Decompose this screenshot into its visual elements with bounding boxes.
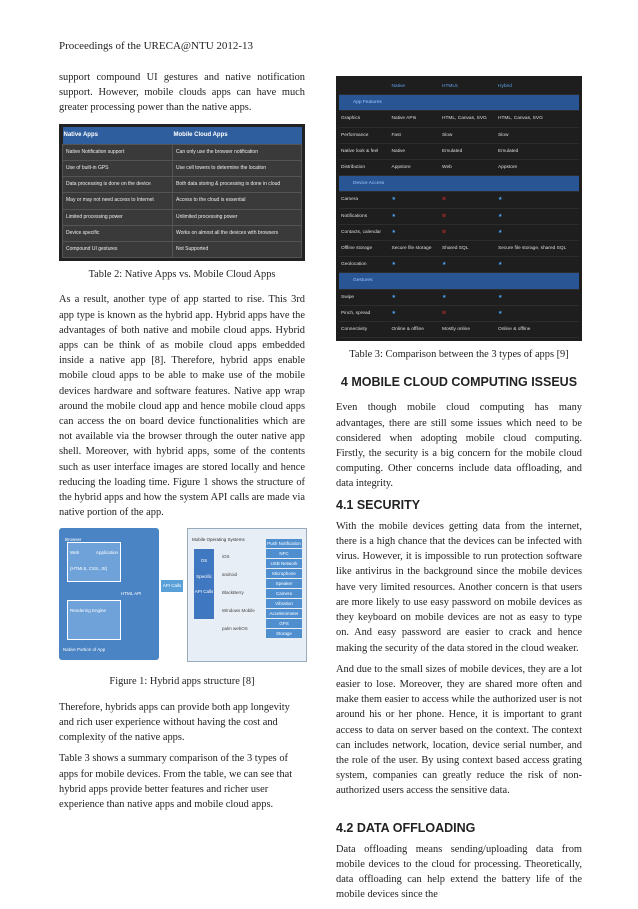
table-group-label: Gestures xyxy=(339,273,579,289)
table-cell: Use cell towers to determine the location xyxy=(172,161,301,177)
table-cell: ★ xyxy=(440,289,496,305)
running-header: Proceedings of the URECA@NTU 2012-13 xyxy=(59,40,254,52)
table-cell: ★ xyxy=(496,192,579,208)
figure-1 xyxy=(59,528,305,668)
paragraph: Data offloading means sending/uploading data from mobile devices to the cloud for processing. Theoretically, data offloading can help extend the battery life of the mobile devices since the xyxy=(336,843,582,901)
table-cell: Native xyxy=(390,143,441,159)
section-4-1-heading: 4.1 SECURITY xyxy=(336,497,421,512)
table-row xyxy=(339,127,579,143)
table-2-caption: Table 2: Native Apps vs. Mobile Cloud Apps xyxy=(88,269,276,281)
feature-item: Storage xyxy=(266,629,302,638)
table-cell: Works on almost all the devices with browsers xyxy=(172,225,301,241)
section-4-heading: 4 MOBILE CLOUD COMPUTING ISSEUS xyxy=(340,375,578,390)
table-cell: Emulated xyxy=(440,143,496,159)
feature-item: Push Notification xyxy=(267,541,301,547)
table-cell: Graphics xyxy=(339,111,390,127)
rendering-engine-box: Rendering Engine xyxy=(67,600,121,640)
table-cell: Both data storing & processing is done in cloud xyxy=(172,177,301,193)
table-row xyxy=(339,208,579,224)
table-row xyxy=(339,305,579,321)
table-row xyxy=(339,224,579,240)
table-cell: Web xyxy=(440,160,496,176)
table-cell: ★ xyxy=(440,257,496,273)
table-cell: Unlimited processing power xyxy=(172,209,301,225)
table-cell: Use of built-in GPS xyxy=(63,161,173,177)
table-cell: Secure file storage xyxy=(390,241,441,257)
table-3-caption: Table 3: Comparison between the 3 types of apps [9] xyxy=(349,349,569,361)
table-cell: Compound UI gestures xyxy=(63,242,173,258)
section-4-2-heading: 4.2 DATA OFFLOADING xyxy=(336,820,476,835)
paragraph: Even though mobile cloud computing has many advantages, there are still some issues which need to be considered when adopting mobile cloud computing. Firstly, the security is a big concern for the mobile cloud computing. Other concerns include data offloading, and data integrity. xyxy=(336,402,582,490)
table-cell: ★ xyxy=(390,305,441,321)
feature-list xyxy=(266,539,302,639)
windows-logo-icon: Windows Mobile xyxy=(222,608,255,614)
table-row xyxy=(63,209,302,225)
os-api-box: OS Specific API Calls xyxy=(194,549,214,619)
table-cell: May or may not need access to Internet xyxy=(63,193,173,209)
android-logo-icon: android xyxy=(222,572,238,578)
table-row xyxy=(339,143,579,159)
table-2-image xyxy=(59,124,305,262)
feature-item: Vibration xyxy=(266,599,302,608)
table-cell: Swipe xyxy=(339,289,390,305)
table-cell: Native APIs xyxy=(390,111,441,127)
table-cell: Native look & feel xyxy=(339,143,390,159)
apple-logo-icon: iOS xyxy=(222,554,230,560)
table-header: Mobile Cloud Apps xyxy=(172,127,301,145)
palm-logo-icon: palm webOS xyxy=(222,626,248,632)
table-row xyxy=(63,225,302,241)
table-group-label: Device Access xyxy=(339,176,579,192)
table-cell: Online & offline xyxy=(496,322,579,338)
table-row xyxy=(339,322,579,338)
table-header: Native Apps xyxy=(63,127,173,145)
feature-item: Camera xyxy=(266,589,302,598)
table-cell: Contacts, calendar xyxy=(339,224,390,240)
table-header: Hybrid xyxy=(496,79,579,95)
left-column xyxy=(59,70,305,818)
table-cell: ★ xyxy=(390,192,441,208)
table-cell: Fast xyxy=(390,127,441,143)
table-cell: Native Notification support xyxy=(63,144,173,160)
table-row xyxy=(339,257,579,273)
feature-item: Speaker xyxy=(266,579,302,588)
table-row xyxy=(339,289,579,305)
table-cell: Slow xyxy=(496,127,579,143)
table-cell: ⊘ xyxy=(440,192,496,208)
os-logos xyxy=(222,549,262,639)
table-cell: Pinch, spread xyxy=(339,305,390,321)
table-cell: Data processing is done on the device xyxy=(63,177,173,193)
table-cell: ★ xyxy=(390,208,441,224)
paragraph: support compound UI gestures and native notification support. However, mobile clouds apps can have much greater processing power than the native apps. xyxy=(59,72,305,114)
paragraph: Table 3 shows a summary comparison of the 3 types of apps for mobile devices. From the table, we can see that hybrid apps provide better features and richer user experience than native apps and mobile cloud apps. xyxy=(59,753,293,810)
table-cell: ⊘ xyxy=(440,224,496,240)
table-cell: Device specific xyxy=(63,225,173,241)
feature-item: Accelerometer xyxy=(266,609,302,618)
table-cell: ★ xyxy=(390,224,441,240)
table-row xyxy=(339,192,579,208)
table-cell: Camera xyxy=(339,192,390,208)
table-cell: Slow xyxy=(440,127,496,143)
table-cell: Appstore xyxy=(496,160,579,176)
paragraph: And due to the small sizes of mobile devices, they are a lot easier to lose. Moreover, they are shared more often and make them easier to access while the authorized user is not around his or her phone. Hence, it is important to grant access to data on server based on the context. The context can includes network, location, device serial number, and the role of the user. By using context based access grating system, companies can greatly reduce the risk of non-authorized users access the sensitive data. xyxy=(336,663,582,797)
table-cell: Appstore xyxy=(390,160,441,176)
table-group-row xyxy=(339,176,579,192)
table-cell: Notifications xyxy=(339,208,390,224)
table-row xyxy=(63,161,302,177)
native-portion-label: Native Portion of App xyxy=(63,647,106,653)
table-header: Native xyxy=(390,79,441,95)
table-cell: ★ xyxy=(496,208,579,224)
api-calls-arrow: API Calls xyxy=(161,580,183,592)
table-cell: HTML, Canvas, SVG xyxy=(440,111,496,127)
table-cell: Access to the cloud is essential xyxy=(172,193,301,209)
table-row xyxy=(339,160,579,176)
table-cell: Can only use the browser notification xyxy=(172,144,301,160)
feature-item: GPS xyxy=(266,619,302,628)
table-group-row xyxy=(339,273,579,289)
table-cell: Secure file storage, shared SQL xyxy=(496,241,579,257)
table-cell: ⊘ xyxy=(440,305,496,321)
table-cell: Offline storage xyxy=(339,241,390,257)
table-row xyxy=(63,144,302,160)
paragraph: With the mobile devices getting data from the internet, there is a high chance that the devices can be infected with virus. However, it is impossible to run protection software like antivirus in the background since the mobile devices have very limited resources. Another concern is that users are more likely to use easy password on mobile devices as they keyboard on mobile devices are not as easy to type on. And easy password are easier to crack and hence making the security of the data stored in the cloud weaker. xyxy=(336,520,582,654)
feature-item: NFC xyxy=(266,549,302,558)
table-group-label: App Features xyxy=(339,95,579,111)
browser-block xyxy=(59,528,159,660)
table-cell: HTML, Canvas, SVG xyxy=(496,111,579,127)
table-cell: Geolocation xyxy=(339,257,390,273)
blackberry-logo-icon: BlackBerry xyxy=(222,590,244,596)
figure-1-caption: Figure 1: Hybrid apps structure [8] xyxy=(109,676,255,688)
table-cell: ★ xyxy=(496,257,579,273)
table-cell: Not Supported xyxy=(172,242,301,258)
right-column xyxy=(336,70,582,909)
table-cell: Limited processing power xyxy=(63,209,173,225)
mobile-os-label: Mobile Operating Systems xyxy=(192,537,245,543)
html-api-label: HTML API xyxy=(121,591,142,597)
table-cell: Distribution xyxy=(339,160,390,176)
table-3-image xyxy=(336,76,582,341)
table-cell: Online & offline xyxy=(390,322,441,338)
feature-item: Microphone xyxy=(266,569,302,578)
table-cell: Connectivity xyxy=(339,322,390,338)
table-cell: ★ xyxy=(390,257,441,273)
table-row xyxy=(63,177,302,193)
table-cell: ★ xyxy=(390,289,441,305)
table-cell: ★ xyxy=(496,305,579,321)
browser-label: Browser xyxy=(65,537,82,543)
table-header: HTML5 xyxy=(440,79,496,95)
table-row xyxy=(63,242,302,258)
table-header xyxy=(339,79,390,95)
web-application-box: Web Application (HTML5, CSS, JS) xyxy=(67,542,121,582)
table-cell: ⊘ xyxy=(440,208,496,224)
table-cell: Emulated xyxy=(496,143,579,159)
table-row xyxy=(339,241,579,257)
paragraph: As a result, another type of app started to rise. This 3rd app type is known as the hybrid app. Hybrid apps have the advantages of both native and mobile cloud apps. Hybrid apps can be think of as mobile cloud apps embedded inside a native app [8]. Therefore, hybrid apps enable mobile cloud apps to be able to make use of the mobile devices hardware and software features. Native app wrap around the mobile cloud app and hence mobile cloud apps can access the on board device functionalities which are not available via the browser through the outer native app shell. Moreover, with hybrid apps, some of the contents such as user interface images are stored locally and hence reducing the loading time. Figure 1 shows the structure of the hybrid apps and how the system API calls are made via native portion of the app. xyxy=(59,294,305,519)
table-row xyxy=(63,193,302,209)
table-row xyxy=(339,111,579,127)
table-cell: Mostly online xyxy=(440,322,496,338)
feature-item: USB Network xyxy=(266,559,302,568)
table-cell: Performance xyxy=(339,127,390,143)
table-group-row xyxy=(339,95,579,111)
table-cell: Shared SQL xyxy=(440,241,496,257)
table-cell: ★ xyxy=(496,289,579,305)
mobile-os-block xyxy=(187,528,307,662)
paragraph: Therefore, hybrids apps can provide both app longevity and rich user experience without having the cost and complexity of the native apps. xyxy=(59,701,290,744)
table-cell: ★ xyxy=(496,224,579,240)
